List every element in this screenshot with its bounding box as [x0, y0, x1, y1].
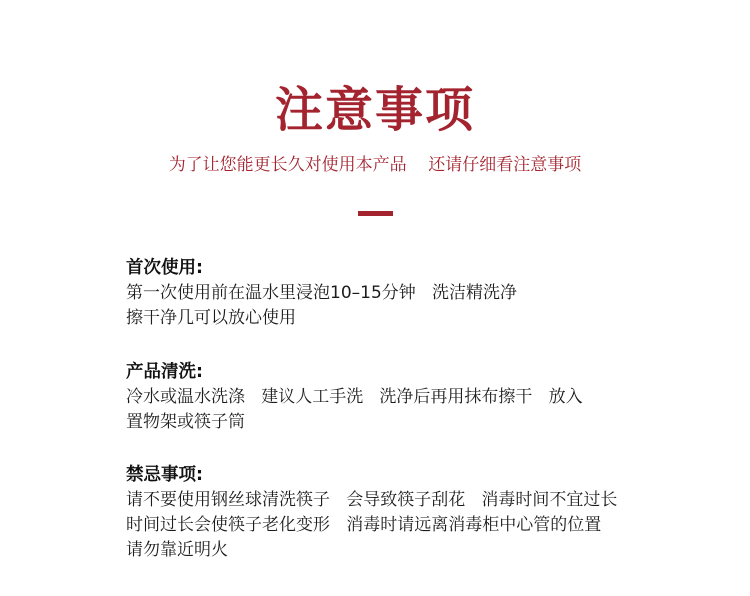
section-text-line: 第一次使用前在温水里浸泡10–15分钟 洗洁精洗净 — [126, 283, 517, 303]
page-title: 注意事项 — [274, 82, 475, 138]
section-first-use — [126, 255, 666, 331]
section-text-line: 置物架或筷子筒 — [126, 412, 245, 432]
section-text-line: 擦干净几可以放心使用 — [126, 308, 296, 328]
section-product-cleaning — [126, 359, 666, 435]
section-heading: 禁忌事项: — [126, 465, 203, 485]
section-heading: 首次使用: — [126, 258, 203, 278]
title-divider — [358, 211, 393, 216]
section-text-line: 冷水或温水洗涤 建议人工手洗 洗净后再用抹布擦干 放入 — [126, 387, 583, 407]
section-text-line: 请不要使用钢丝球清洗筷子 会导致筷子刮花 消毒时间不宜过长 — [126, 490, 618, 510]
section-text-line: 时间过长会使筷子老化变形 消毒时请远离消毒柜中心管的位置 — [126, 515, 602, 535]
section-precautions — [126, 462, 666, 563]
section-text-line: 请勿靠近明火 — [126, 540, 228, 560]
section-heading: 产品清洗: — [126, 362, 203, 382]
page-subtitle: 为了让您能更长久对使用本产品 还请仔细看注意事项 — [168, 155, 582, 175]
